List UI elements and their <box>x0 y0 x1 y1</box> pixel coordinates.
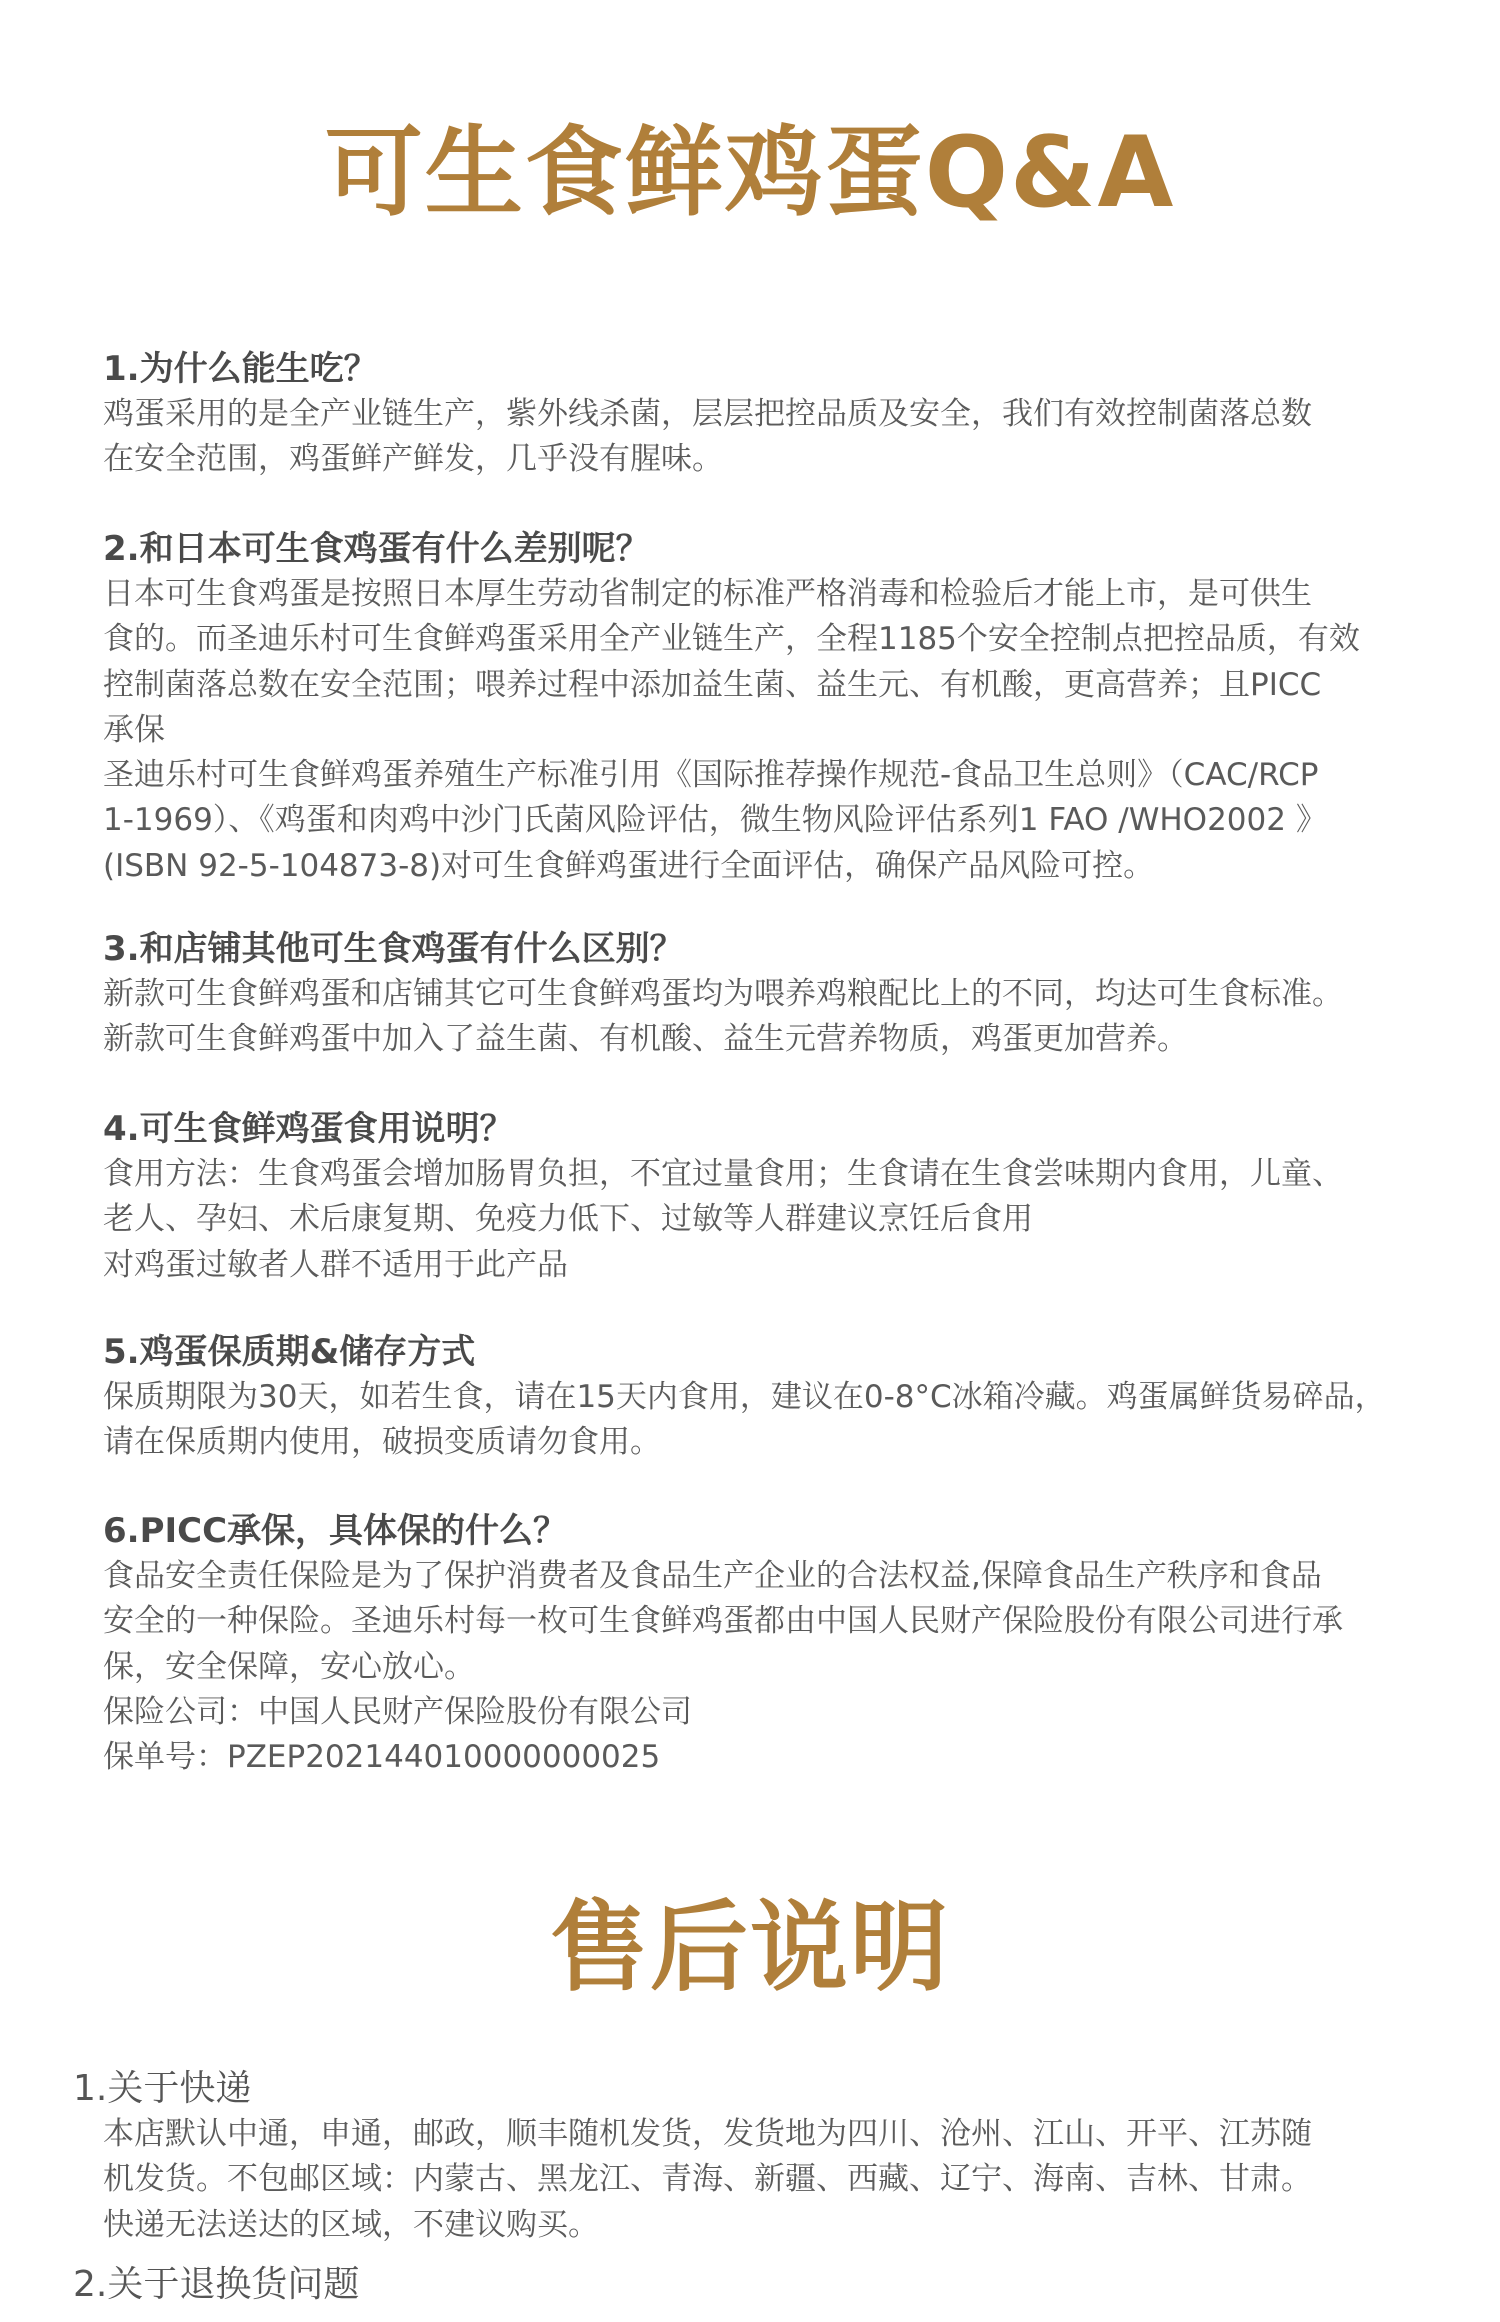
after-sales-section <box>73 2066 1463 2248</box>
qa-section <box>103 346 1463 483</box>
answer-line: 保单号：PZEP202144010000000025 <box>103 1739 661 1776</box>
answer-line: 保质期限为30天，如若生食，请在15天内食用，建议在0-8°C冰箱冷藏。鸡蛋属鲜货易碎品， <box>103 1379 1386 1415</box>
answer-line: 老人、孕妇、术后康复期、免疫力低下、过敏等人群建议烹饪后食用 <box>103 1201 1033 1238</box>
after-sales-section <box>73 2262 1463 2308</box>
section-heading: 6.PICC承保，具体保的什么？ <box>103 1511 568 1551</box>
qa-section <box>103 526 1463 889</box>
answer-line: 安全的一种保险。圣迪乐村每一枚可生食鲜鸡蛋都由中国人民财产保险股份有限公司进行承 <box>103 1603 1343 1640</box>
section-heading: 3.和店铺其他可生食鸡蛋有什么区别？ <box>103 929 684 969</box>
answer-line: 承保 <box>103 711 165 748</box>
answer-line: 食的。而圣迪乐村可生食鲜鸡蛋采用全产业链生产，全程1185个安全控制点把控品质，有效 <box>103 621 1360 658</box>
qa-section <box>103 1329 1463 1466</box>
qa-section <box>103 1508 1463 1780</box>
qa-section <box>103 926 1463 1063</box>
answer-line: 圣迪乐村可生食鲜鸡蛋养殖生产标准引用《国际推荐操作规范-食品卫生总则》（CAC/RCP <box>103 757 1319 794</box>
answer-line: 1-1969）、《鸡蛋和肉鸡中沙门氏菌风险评估，微生物风险评估系列1 FAO /WHO2002 》 <box>103 802 1327 839</box>
qa-section <box>103 1106 1463 1288</box>
answer-line: 保险公司：中国人民财产保险股份有限公司 <box>103 1693 692 1730</box>
section-heading: 1.关于快递 <box>73 2068 252 2109</box>
section-heading: 4.可生食鲜鸡蛋食用说明？ <box>103 1109 514 1149</box>
answer-line: 快递无法送达的区域，不建议购买。 <box>103 2206 599 2243</box>
section-heading: 2.关于退换货问题 <box>73 2264 360 2305</box>
answer-line: 在安全范围，鸡蛋鲜产鲜发，几乎没有腥味。 <box>103 441 723 478</box>
qa-title: 可生食鲜鸡蛋Q&A <box>324 116 1176 230</box>
after-sales-title: 售后说明 <box>549 1891 950 2005</box>
section-heading: 2.和日本可生食鸡蛋有什么差别呢？ <box>103 529 650 569</box>
answer-line: 控制菌落总数在安全范围；喂养过程中添加益生菌、益生元、有机酸，更高营养；且PICC <box>103 666 1322 703</box>
answer-line: 新款可生食鲜鸡蛋中加入了益生菌、有机酸、益生元营养物质，鸡蛋更加营养。 <box>103 1021 1188 1058</box>
answer-line: 日本可生食鸡蛋是按照日本厚生劳动省制定的标准严格消毒和检验后才能上市，是可供生 <box>103 576 1312 612</box>
answer-line: 机发货。不包邮区域：内蒙古、黑龙江、青海、新疆、西藏、辽宁、海南、吉林、甘肃。 <box>103 2161 1312 2198</box>
answer-line: 请在保质期内使用，破损变质请勿食用。 <box>103 1424 661 1461</box>
answer-line: 本店默认中通，申通，邮政，顺丰随机发货，发货地为四川、沧州、江山、开平、江苏随 <box>103 2116 1312 2152</box>
section-heading: 1.为什么能生吃？ <box>103 349 378 389</box>
answer-line: 食用方法：生食鸡蛋会增加肠胃负担，不宜过量食用；生食请在生食尝味期内食用，儿童、 <box>103 1156 1343 1192</box>
answer-line: 保，安全保障，安心放心。 <box>103 1648 475 1685</box>
answer-line: 新款可生食鲜鸡蛋和店铺其它可生食鲜鸡蛋均为喂养鸡粮配比上的不同，均达可生食标准。 <box>103 976 1343 1012</box>
answer-line: 鸡蛋采用的是全产业链生产，紫外线杀菌，层层把控品质及安全，我们有效控制菌落总数 <box>103 396 1312 432</box>
answer-line: (ISBN 92-5-104873-8)对可生食鲜鸡蛋进行全面评估，确保产品风险可控。 <box>103 847 1155 884</box>
answer-line: 食品安全责任保险是为了保护消费者及食品生产企业的合法权益,保障食品生产秩序和食品 <box>103 1558 1322 1594</box>
answer-line: 对鸡蛋过敏者人群不适用于此产品 <box>103 1246 568 1283</box>
section-heading: 5.鸡蛋保质期&储存方式 <box>103 1332 476 1372</box>
